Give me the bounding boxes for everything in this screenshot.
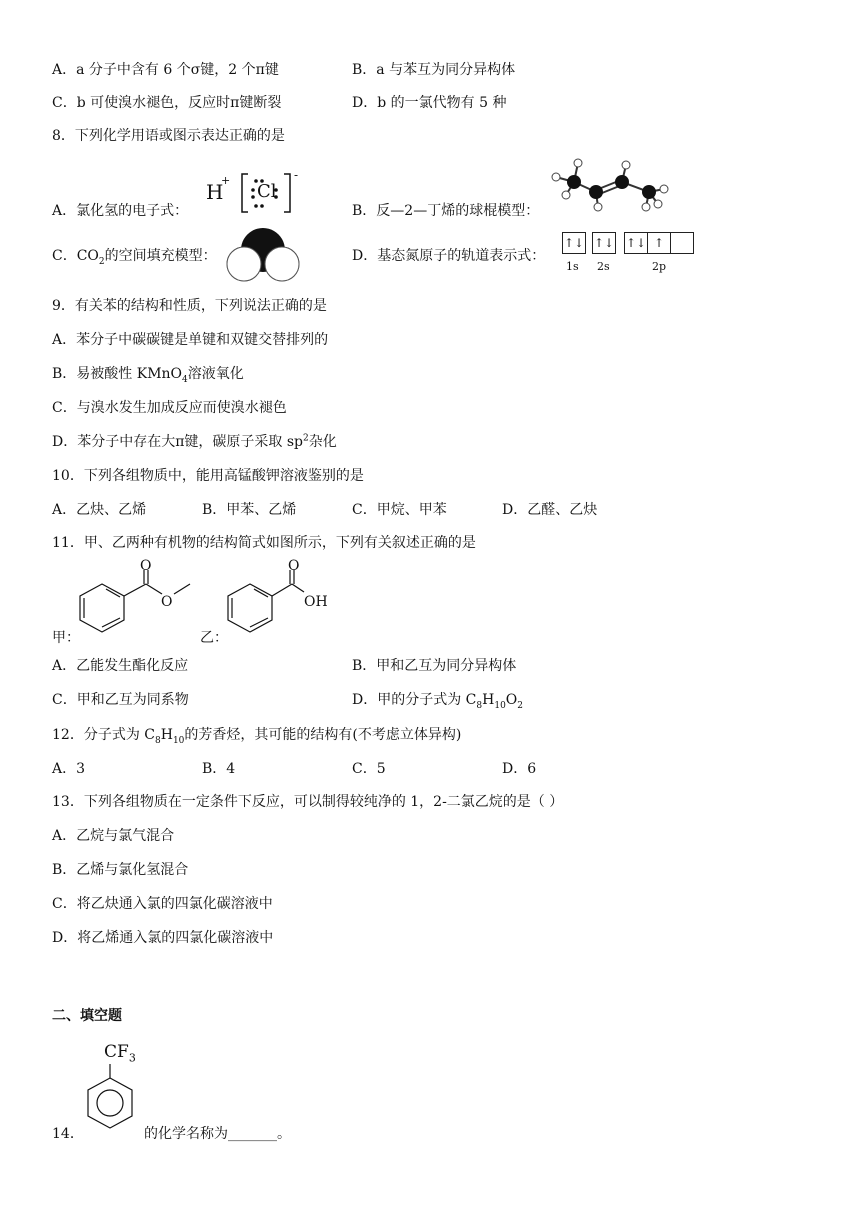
orbital-box-2p-2: ↑ <box>647 232 671 254</box>
methyl-benzoate-structure <box>76 558 196 640</box>
q11-option-b: B．甲和乙互为同分异构体 <box>352 658 517 674</box>
q12-option-c: C．5 <box>352 761 386 777</box>
q8-option-a: A．氯化氢的电子式： <box>52 203 189 219</box>
trans-2-butene-ball-stick-model <box>546 155 670 213</box>
acid-oh: OH <box>304 594 328 610</box>
q10-option-c: C．甲烷、甲苯 <box>352 502 447 518</box>
q11-stem: 11．甲、乙两种有机物的结构简式如图所示，下列有关叙述正确的是 <box>52 535 476 551</box>
co2-space-filling-model <box>226 226 300 282</box>
label-2s: 2s <box>597 260 610 273</box>
q8-option-d: D．基态氮原子的轨道表示式： <box>352 248 546 264</box>
q7-option-d: D．b 的一氯代物有 5 种 <box>352 95 507 111</box>
q9-option-c: C．与溴水发生加成反应而使溴水褪色 <box>52 400 287 416</box>
orbital-box-1s: ↑↓ <box>562 232 586 254</box>
bracket-dots-figure <box>206 170 306 216</box>
q14-number: 14． <box>52 1126 84 1142</box>
label-1s: 1s <box>566 260 579 273</box>
q10-stem: 10．下列各组物质中，能用高锰酸钾溶液鉴别的是 <box>52 468 364 484</box>
hcl-electron-formula: H + Cl - <box>206 170 306 216</box>
orbital-box-2p-1: ↑↓ <box>624 232 648 254</box>
q12-stem: 12．分子式为 $C_8H_{10}$的芳香烃，其可能的结构有(不考虑立体异构) <box>52 727 462 746</box>
q11-option-d: D．甲的分子式为 $C_8H_{10}O_2$ <box>352 692 524 711</box>
orbital-box-2s: ↑↓ <box>592 232 616 254</box>
q7-option-c: C．b 可使溴水褪色，反应时π键断裂 <box>52 95 282 111</box>
label-2p: 2p <box>652 260 667 273</box>
q13-option-a: A．乙烷与氯气混合 <box>52 828 175 844</box>
q9-option-a: A．苯分子中碳碳键是单键和双键交替排列的 <box>52 332 329 348</box>
q13-option-c: C．将乙炔通入氯的四氯化碳溶液中 <box>52 896 273 912</box>
q7-option-a: A．a 分子中含有 6 个σ键，2 个π键 <box>52 62 279 78</box>
q7-option-b: B．a 与苯互为同分异构体 <box>352 62 516 78</box>
orbital-box-2p-3 <box>670 232 694 254</box>
q8-option-b: B．反—2—丁烯的球棍模型： <box>352 203 540 219</box>
q9-option-b: B．易被酸性 KMnO$_4$溶液氧化 <box>52 366 244 385</box>
cf3-group-label: $CF_3$ <box>104 1042 136 1065</box>
q12-option-d: D．6 <box>502 761 537 777</box>
q13-option-d: D．将乙烯通入氯的四氯化碳溶液中 <box>52 930 274 946</box>
label-yi: 乙： <box>200 630 228 646</box>
q8-stem: 8．下列化学用语或图示表达正确的是 <box>52 128 285 144</box>
acid-carbonyl-o: O <box>288 558 300 574</box>
q13-stem: 13．下列各组物质在一定条件下反应，可以制得较纯净的 1，2-二氯乙烷的是（ ） <box>52 794 564 810</box>
q13-option-b: B．乙烯与氯化氢混合 <box>52 862 189 878</box>
ester-carbonyl-o: O <box>140 558 152 574</box>
q9-stem: 9．有关苯的结构和性质，下列说法正确的是 <box>52 298 327 314</box>
trifluorotoluene-structure <box>82 1060 142 1140</box>
q11-option-a: A．乙能发生酯化反应 <box>52 658 189 674</box>
label-jia: 甲： <box>52 630 80 646</box>
q10-option-a: A．乙炔、乙烯 <box>52 502 147 518</box>
q12-option-b: B．4 <box>202 761 236 777</box>
q10-option-b: B．甲苯、乙烯 <box>202 502 297 518</box>
q14-question: 的化学名称为_______。 <box>144 1126 291 1142</box>
q10-option-d: D．乙醛、乙炔 <box>502 502 598 518</box>
q12-option-a: A．3 <box>52 761 86 777</box>
section-heading: 二、填空题 <box>52 1008 122 1024</box>
q9-option-d: D．苯分子中存在大π键，碳原子采取 $sp^2$杂化 <box>52 433 337 450</box>
ester-o: O <box>161 594 173 610</box>
q11-option-c: C．甲和乙互为同系物 <box>52 692 189 708</box>
q8-option-c: C．$CO_2$的空间填充模型： <box>52 248 217 267</box>
